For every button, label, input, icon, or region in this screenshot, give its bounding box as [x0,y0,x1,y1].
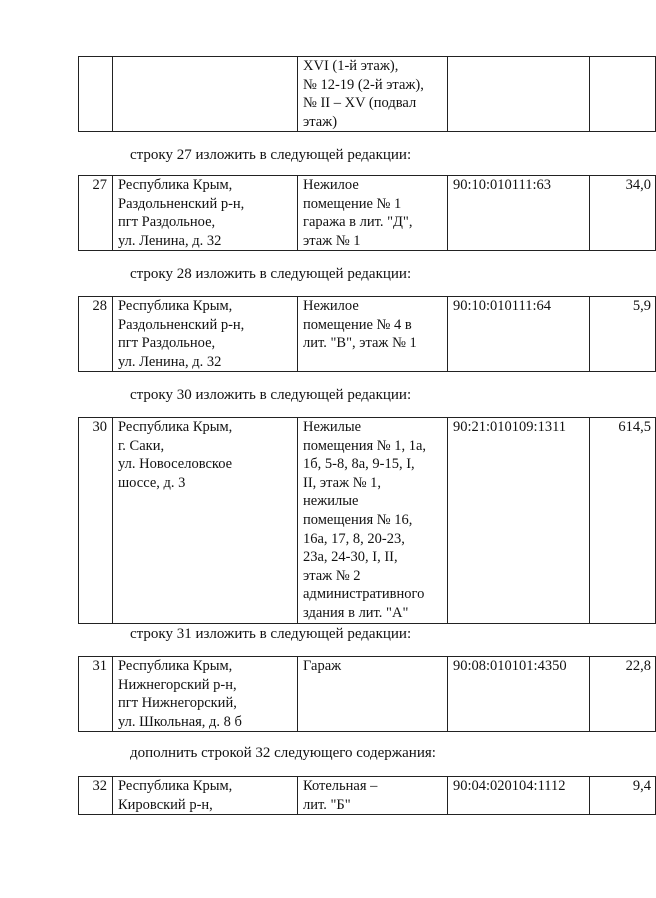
cell-index: 27 [79,176,113,251]
cell-description: Нежилое помещение № 1 гаража в лит. "Д", этаж № 1 [298,176,448,251]
table-row [79,176,656,251]
cell-cadastral: 90:04:020104:1112 [448,777,590,815]
table-row-30 [78,417,656,624]
cell-cadastral [448,57,590,132]
cell-cadastral: 90:10:010111:64 [448,297,590,372]
table-row [79,57,656,132]
cell-address: Республика Крым, Раздольненский р-н, пгт Раздольное, ул. Ленина, д. 32 [113,176,298,251]
cell-area: 614,5 [590,418,656,624]
cell-description: XVI (1-й этаж), № 12-19 (2-й этаж), № II – XV (подвал этаж) [298,57,448,132]
cell-description: Нежилые помещения № 1, 1а, 1б, 5-8, 8а, 9-15, I, II, этаж № 1, нежилые помещения № 16, 16а, 17, 8, 20-23, 23а, 24-30, I, II, этаж № 2 административного здания в лит. "А" [298,418,448,624]
cell-index: 31 [79,657,113,732]
table-row [79,657,656,732]
cell-address: Республика Крым, г. Саки, ул. Новоселовское шоссе, д. 3 [113,418,298,624]
table-continuation [78,56,656,132]
cell-area: 9,4 [590,777,656,815]
table-row-31 [78,656,656,732]
cell-index: 28 [79,297,113,372]
cell-index: 30 [79,418,113,624]
cell-description: Котельная – лит. "Б" [298,777,448,815]
table-row [79,297,656,372]
table-row [79,418,656,624]
cell-address [113,57,298,132]
cell-description: Нежилое помещение № 4 в лит. "В", этаж № 1 [298,297,448,372]
cell-address: Республика Крым, Кировский р-н, [113,777,298,815]
cell-description: Гараж [298,657,448,732]
instruction-text: строку 27 изложить в следующей редакции: [130,147,412,163]
instruction-text: строку 30 изложить в следующей редакции: [130,387,412,403]
instruction-text: строку 31 изложить в следующей редакции: [130,626,412,642]
cell-area: 22,8 [590,657,656,732]
table-row-32 [78,776,656,815]
cell-cadastral: 90:10:010111:63 [448,176,590,251]
cell-cadastral: 90:08:010101:4350 [448,657,590,732]
cell-area: 5,9 [590,297,656,372]
table-row [79,777,656,815]
cell-address: Республика Крым, Нижнегорский р-н, пгт Нижнегорский, ул. Школьная, д. 8 б [113,657,298,732]
instruction-text: строку 28 изложить в следующей редакции: [130,266,412,282]
cell-area: 34,0 [590,176,656,251]
cell-cadastral: 90:21:010109:1311 [448,418,590,624]
instruction-text: дополнить строкой 32 следующего содержания: [130,745,436,761]
cell-address: Республика Крым, Раздольненский р-н, пгт Раздольное, ул. Ленина, д. 32 [113,297,298,372]
table-row-28 [78,296,656,372]
table-row-27 [78,175,656,251]
cell-index: 32 [79,777,113,815]
cell-index [79,57,113,132]
cell-area [590,57,656,132]
